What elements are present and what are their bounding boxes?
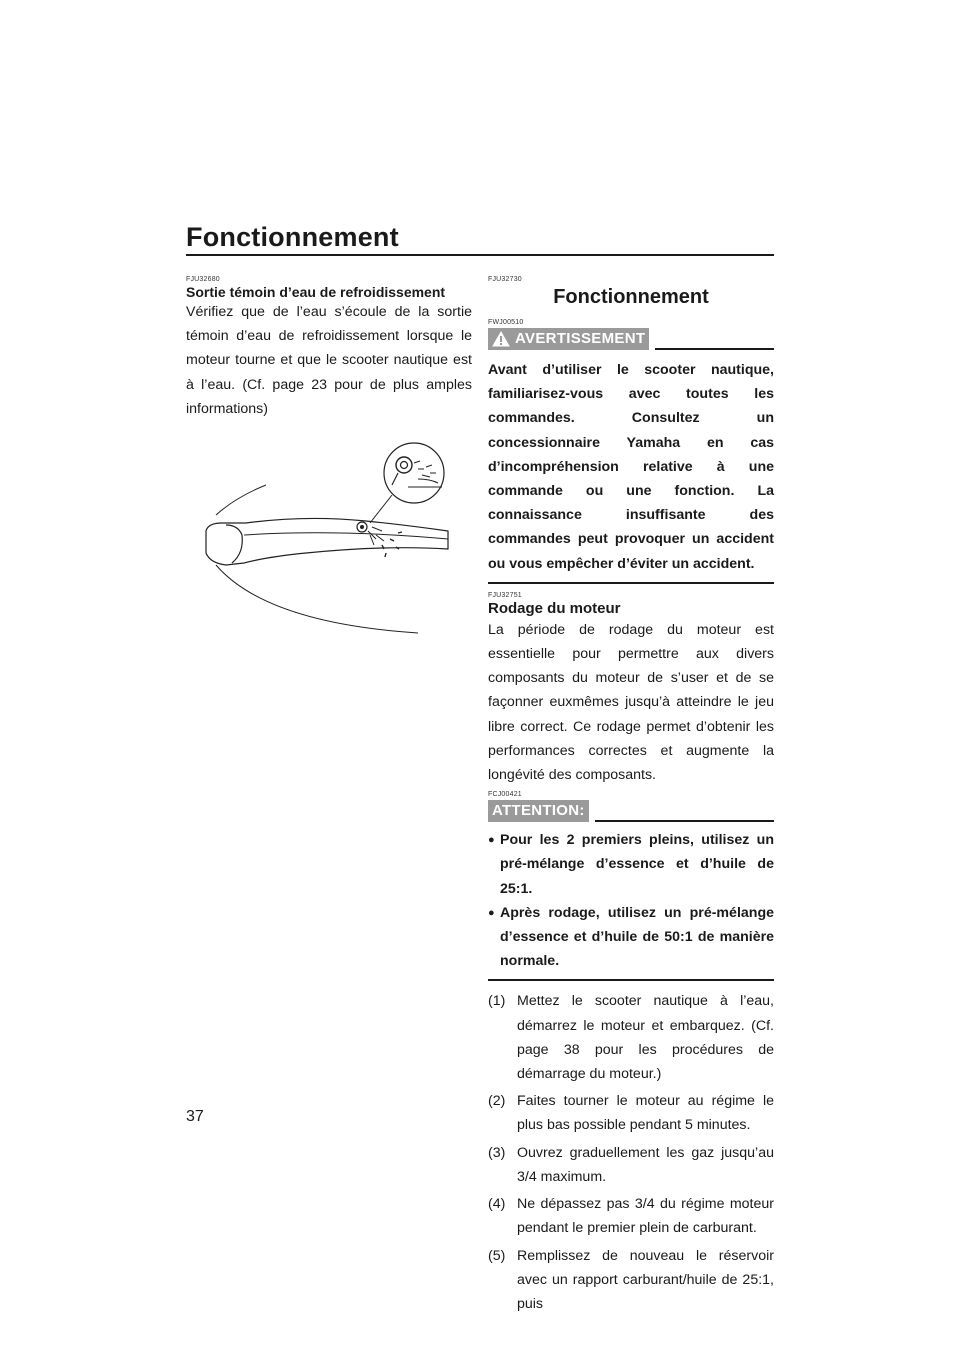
section-title: Fonctionnement xyxy=(553,286,709,308)
step-item: (4) Ne dépassez pas 3/4 du régime moteur pendant le premier plein de carburant. xyxy=(488,1196,774,1237)
right-column xyxy=(488,276,774,1319)
warning-badge xyxy=(488,328,649,350)
page-title: Fonctionnement xyxy=(186,222,399,252)
section-heading: Sortie témoin d’eau de refroidissement xyxy=(186,284,446,300)
attention-label-row xyxy=(488,800,774,822)
section-body: Vérifiez que de l’eau s’écoule de la sortie témoin d’eau de refroidissement lorsque le moteur tourne et que le scooter nautique est à l’eau. (Cf. page 23 pour de plus amples informations) xyxy=(186,304,472,417)
warning-triangle-icon xyxy=(492,331,510,347)
list-item: ● Après rodage, utilisez un pré-mélange d’essence et d’huile de 50:1 de manière normale. xyxy=(488,901,774,974)
warning-label: AVERTISSEMENT xyxy=(515,330,646,347)
warning-text: Avant d’utiliser le scooter nautique, familiarisez-vous avec toutes les commandes. Consultez un concessionnaire Yamaha en cas d’incompréhension relative à une commande ou une fonction. La connaissance insuffisante des commandes peut provoquer un accident ou vous empêcher d’éviter un accident. xyxy=(488,362,774,572)
attention-badge: ATTENTION: xyxy=(488,800,589,822)
warning-code: FWJ00510 xyxy=(488,319,524,326)
cooling-water-outlet-illustration xyxy=(186,435,472,635)
step-item: (2) Faites tourner le moteur au régime le plus bas possible pendant 5 minutes. xyxy=(488,1093,774,1134)
page-number: 37 xyxy=(186,1108,204,1125)
section-code: FJU32751 xyxy=(488,591,522,599)
list-item: ● Pour les 2 premiers pleins, utilisez un pré-mélange d’essence et d’huile de 25:1. xyxy=(488,828,774,901)
section-body: La période de rodage du moteur est essentielle pour permettre aux divers composants du moteur de s’user et de se façonner euxmêmes jusqu’à atteindre le jeu libre correct. Ce rodage permet d’obtenir les performances correctes et augmente la longévité des composants. xyxy=(488,621,774,784)
section-code: FJU32730 xyxy=(488,276,522,283)
attention-rule xyxy=(595,820,774,822)
step-item: (1) Mettez le scooter nautique à l’eau, démarrez le moteur et embarquez. (Cf. page 38 pour les procédures de démarrage du moteur.) xyxy=(488,993,774,1083)
left-column xyxy=(186,276,472,635)
attention-code: FCJ00421 xyxy=(488,791,522,799)
bullet-icon: ● xyxy=(488,834,495,847)
step-item: (5) Remplissez de nouveau le réservoir avec un rapport carburant/huile de 25:1, puis xyxy=(488,1247,774,1312)
warning-label-row xyxy=(488,328,774,350)
section-code: FJU32680 xyxy=(186,276,220,283)
step-item: (3) Ouvrez graduellement les gaz jusqu’au 3/4 maximum. xyxy=(488,1144,774,1185)
section-heading: Rodage du moteur xyxy=(488,599,621,617)
warning-rule xyxy=(655,348,774,350)
header-rule xyxy=(186,254,774,256)
bullet-icon: ● xyxy=(488,906,495,919)
